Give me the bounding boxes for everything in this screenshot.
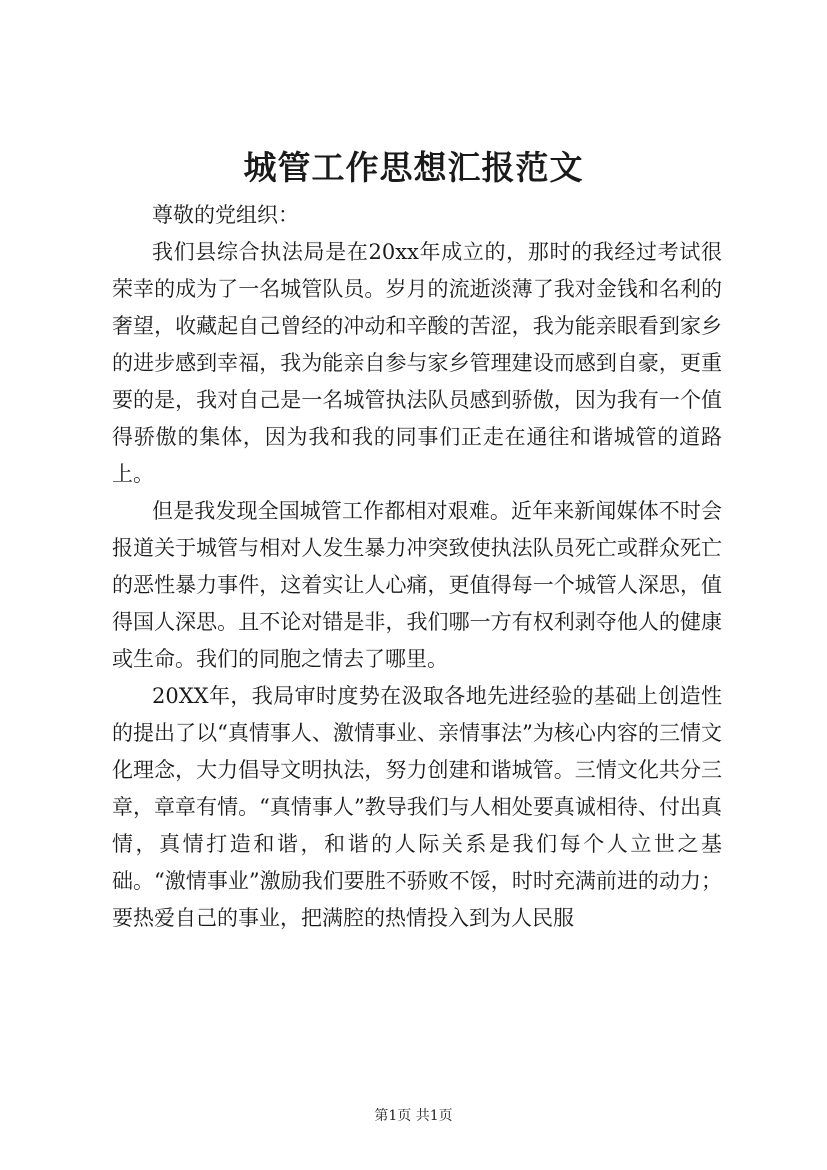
page-number-footer: 第1页 共1页	[374, 1108, 453, 1124]
document-title: 城管工作思想汇报范文	[243, 148, 584, 187]
paragraph-2: 但是我发现全国城管工作都相对艰难。近年来新闻媒体不时会报道关于城管与相对人发生暴力冲突致使执法队员死亡或群众死亡的恶性暴力事件，这着实让人心痛，更值得每一个城管人深思，值得国人深思。且不论对错是非，我们哪一方有权利剥夺他人的健康或生命。我们的同胞之情去了哪里。	[112, 499, 722, 671]
paragraph-1: 我们县综合执法局是在20xx年成立的，那时的我经过考试很荣幸的成为了一名城管队员。岁月的流逝淡薄了我对金钱和名利的奢望，收藏起自己曾经的冲动和辛酸的苦涩，我为能亲眼看到家乡的进步感到幸福，我为能亲自参与家乡管理建设而感到自豪，更重要的是，我对自己是一名城管执法队员感到骄傲，因为我有一个值得骄傲的集体，因为我和我的同事们正走在通往和谐城管的道路上。	[112, 240, 722, 486]
document-body	[112, 197, 722, 937]
salutation: 尊敬的党组织：	[152, 203, 299, 227]
paragraph-3: 20XX年，我局审时度势在汲取各地先进经验的基础上创造性的提出了以“真情事人、激情事业、亲情事法”为核心内容的三情文化理念，大力倡导文明执法，努力创建和谐城管。三情文化共分三章，章章有情。“真情事人”教导我们与人相处要真诚相待、付出真情，真情打造和谐，和谐的人际关系是我们每个人立世之基础。“激情事业”激励我们要胜不骄败不馁，时时充满前进的动力；要热爱自己的事业，把满腔的热情投入到为人民服	[112, 684, 722, 930]
